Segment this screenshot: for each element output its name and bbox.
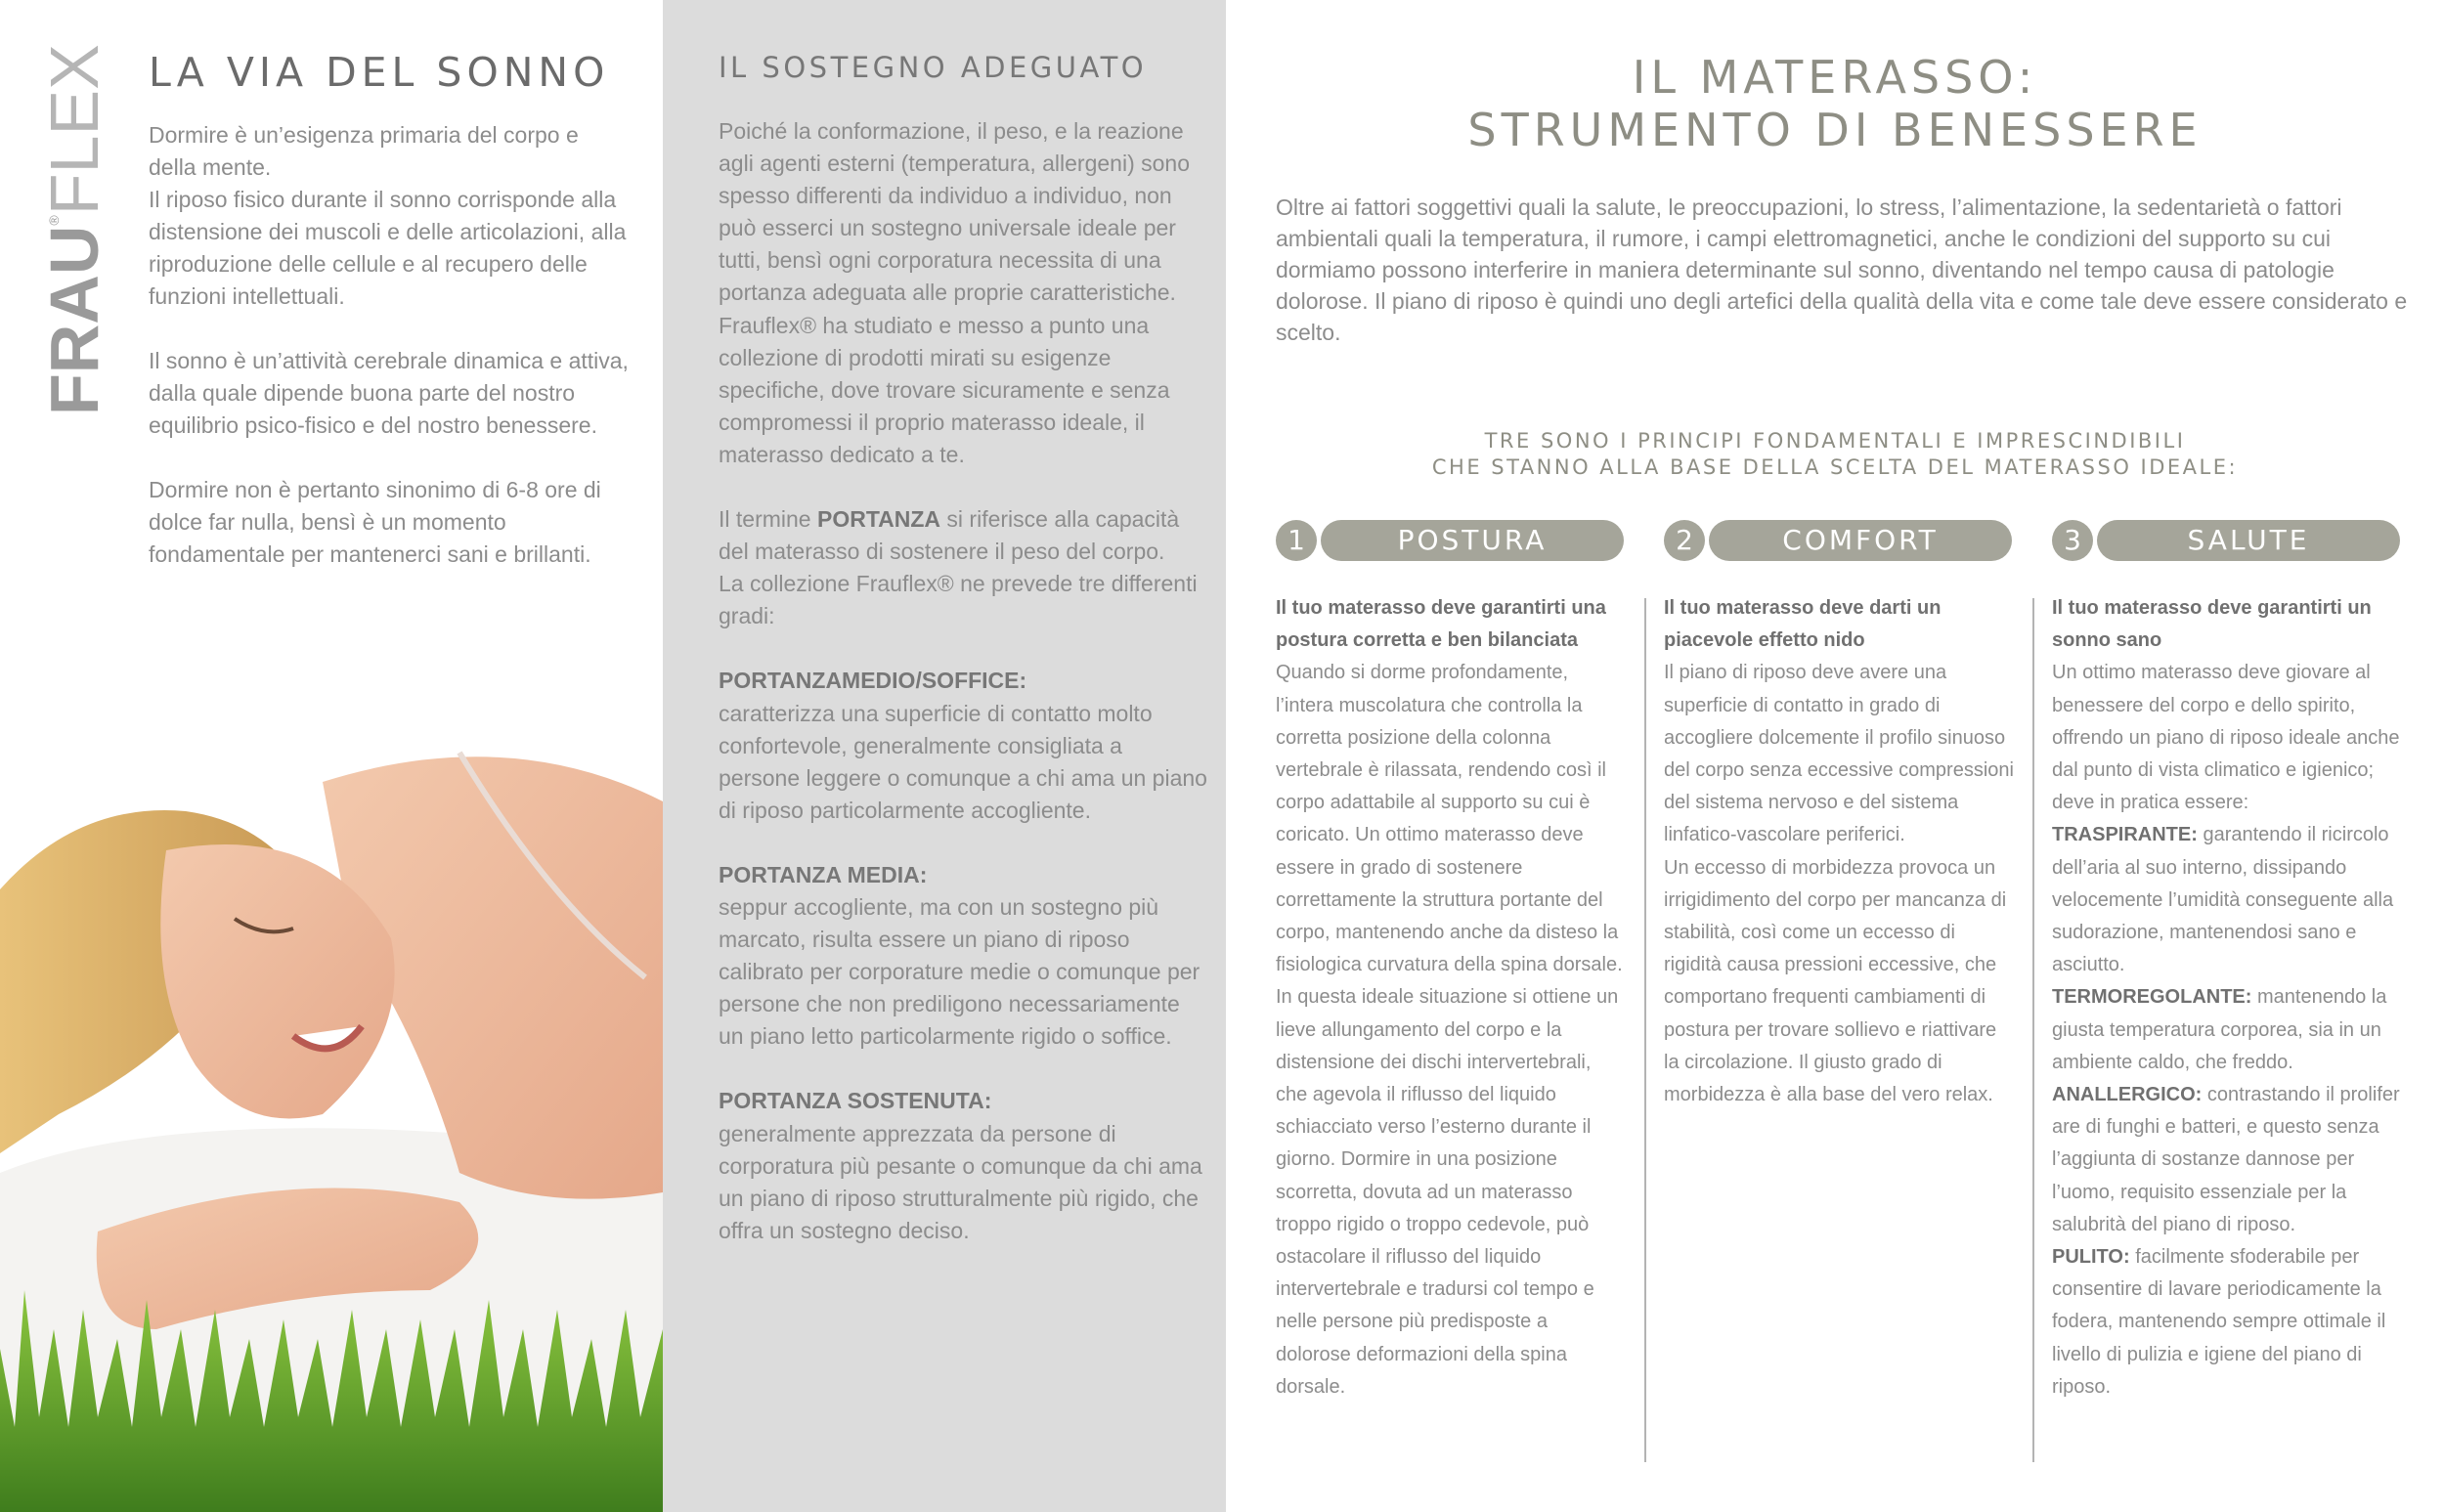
portanza-line2: La collezione Frauflex® ne prevede tre differenti gradi: (719, 571, 1198, 629)
pillar-lead: Il tuo materasso deve garantirti una postura corretta e ben bilanciata (1276, 597, 1606, 652)
feature-name: ANALLERGICO: (2052, 1084, 2203, 1106)
pillar-number: 2 (1664, 520, 1705, 561)
grade-title: PORTANZA MEDIA: (719, 861, 928, 887)
brand-mark: ® (46, 215, 62, 226)
col1-line: Dormire è un’esigenza primaria del corpo e della mente. (149, 122, 579, 180)
section-title-sostegno: IL SOSTEGNO ADEGUATO (719, 51, 1148, 84)
intro-paragraph: Oltre ai fattori soggettivi quali la salute, le preoccupazioni, lo stress, l’alimentazione, la sedentarietà o fattori ambientali quali la temperatura, il rumore, i campi elettromagnetici, anche le condizioni del supporto su cui dormiamo possono interferire in maniera determinante sul sonno, diventando nel tempo causa di patologie dolorose. Il piano di riposo è quindi uno degli artefici della qualità della vita e come tale deve essere considerato e scelto. (1276, 194, 2408, 345)
pillar-column-salute (2052, 592, 2404, 1404)
portanza-post: si riferisce alla capacità del materasso di sostenere il peso del corpo. (719, 506, 1180, 565)
grade-item (719, 665, 1207, 826)
pillar-column-postura (1276, 592, 1628, 1404)
svg-text:FRAU®FLEX (37, 44, 112, 415)
col1-paragraph (149, 345, 630, 442)
pillar-pill-salute (2052, 520, 2400, 561)
pillar-text2: Un eccesso di morbidezza provoca un irrigidimento del corpo per mancanza di stabilità, così come un eccesso di rigidità causa pressioni eccessive, che comportano frequenti cambiamenti di postura per trovare sollievo e riattivare la circolazione. Il giusto grado di morbidezza è alla base del vero relax. (1664, 856, 2007, 1106)
column-divider (1644, 598, 1646, 1462)
main-title (1226, 51, 2444, 156)
grade-text: caratterizza una superficie di contatto molto confortevole, generalmente consigliata a persone leggere o comunque a chi ama un piano di riposo particolarmente accogliente. (719, 700, 1207, 823)
feature-name: TRASPIRANTE: (2052, 824, 2198, 846)
pillar-number: 3 (2052, 520, 2093, 561)
col1-paragraph (149, 474, 630, 571)
main-title-line1: IL MATERASSO: (1632, 51, 2038, 104)
grade-text: generalmente apprezzata da persone di corporatura più pesante o comunque da chi ama un piano di riposo strutturalmente più rigido, che offra un sostegno deciso. (719, 1120, 1202, 1243)
brand-light: FLEX (37, 44, 112, 216)
pillar-number: 1 (1276, 520, 1317, 561)
pillar-pill-comfort (1664, 520, 2012, 561)
pillar-lead: Il tuo materasso deve garantirti un sonno sano (2052, 597, 2372, 652)
grade-title: PORTANZAMEDIO/SOFFICE: (719, 668, 1027, 694)
feature-text: mantenendo la giusta temperatura corporea, sia in un ambiente caldo, che freddo. (2052, 986, 2387, 1073)
portanza-term: PORTANZA (816, 506, 941, 533)
grade-item (719, 859, 1207, 1054)
portanza-pre: Il termine (719, 506, 817, 533)
principles-line2: CHE STANNO ALLA BASE DELLA SCELTA DEL MATERASSO IDEALE: (1431, 455, 2239, 479)
grade-item (719, 1085, 1207, 1246)
pillar-text2: In questa ideale situazione si ottiene un lieve allungamento del corpo e la distensione dei dischi intervertebrali, che agevola il riflusso del liquido schiacciato verso l’esterno durante il giorno. Dormire in una posizione scorretta, dovuta ad un materasso troppo rigido o troppo cedevole, può ostacolare il riflusso del liquido intervertebrale e tradursi col tempo e nelle persone più predisposte a dolorose deformazioni della spina dorsale. (1276, 986, 1619, 1398)
brand-logo (37, 44, 115, 415)
col2-portanza-paragraph (719, 503, 1207, 632)
pillar-label: SALUTE (2097, 520, 2400, 561)
principles-line1: TRE SONO I PRINCIPI FONDAMENTALI E IMPRESCINDIBILI (1484, 429, 2186, 453)
pillar-text: Il piano di riposo deve avere una superficie di contatto in grado di accogliere dolcemente il profilo sinuoso del corpo senza eccessive compressioni del sistema nervoso e del sistema linfatico-vascolare periferici. (1664, 662, 2014, 846)
feature-text: facilmente sfoderabile per consentire di lavare periodicamente la fodera, mantenendo sempre ottimale il livello di pulizia e igiene del piano di riposo. (2052, 1246, 2386, 1398)
feature-name: PULITO: (2052, 1246, 2130, 1269)
feature-text: garantendo il ricircolo dell’aria al suo interno, dissipando velocemente l’umidità conseguente alla sudorazione, mantenendosi sano e asciutto. (2052, 824, 2394, 976)
pillar-pill-postura (1276, 520, 1624, 561)
section-title-sonno: LA VIA DEL SONNO (149, 49, 610, 96)
feature-name: TERMOREGOLANTE: (2052, 986, 2252, 1009)
pillar-lead: Il tuo materasso deve darti un piacevole effetto nido (1664, 597, 1942, 652)
grade-title: PORTANZA SOSTENUTA: (719, 1088, 992, 1114)
sleeping-woman-photo (0, 743, 663, 1512)
pillar-label: POSTURA (1321, 520, 1624, 561)
col2-intro: Poiché la conformazione, il peso, e la reazione agli agenti esterni (temperatura, allergeni) sono spesso differenti da individuo a individuo, non può esserci un sostegno universale ideale per tutti, bensì ogni corporatura necessita di una portanza adeguata alle proprie caratteristiche. Frauflex® ha studiato e messo a punto una collezione di prodotti mirati su esigenze specifiche, dove trovare sicuramente e senza compromessi il proprio materasso ideale, il materasso dedicato a te. (719, 118, 1190, 467)
col2-body (719, 115, 1207, 1279)
col1-body (149, 119, 630, 603)
col1-line: Il sonno è un’attività cerebrale dinamica e attiva, dalla quale dipende buona parte del nostro equilibrio psico-fisico e del nostro benessere. (149, 348, 629, 438)
grade-text: seppur accogliente, ma con un sostegno più marcato, risulta essere un piano di riposo calibrato per corporature medie o comunque per persone che non prediligono necessariamente un piano letto particolarmente rigido o soffice. (719, 893, 1200, 1050)
main-title-line2: STRUMENTO DI BENESSERE (1467, 104, 2203, 156)
pillar-label: COMFORT (1709, 520, 2012, 561)
column-divider (2032, 598, 2034, 1462)
col1-line: Il riposo fisico durante il sonno corrisponde alla distensione dei muscoli e delle articolazioni, alla riproduzione delle cellule e al recupero delle funzioni intellettuali. (149, 187, 627, 309)
brand-bold: FRAU (37, 225, 112, 415)
col1-line: Dormire non è pertanto sinonimo di 6-8 ore di dolce far nulla, bensì è un momento fondamentale per mantenerci sani e brillanti. (149, 477, 601, 567)
pillar-column-comfort (1664, 592, 2016, 1111)
principles-heading (1226, 428, 2444, 481)
pillar-text: Quando si dorme profondamente, l’intera muscolatura che controlla la corretta posizione della colonna vertebrale è rilassata, rendendo così il corpo adattabile al supporto su cui è coricato. Un ottimo materasso deve essere in grado di sostenere correttamente la struttura portante del corpo, mantenendo anche da disteso la fisiologica curvatura della spina dorsale. (1276, 662, 1623, 976)
pillar-text: Un ottimo materasso deve giovare al benessere del corpo e dello spirito, offrendo un piano di riposo ideale anche dal punto di vista climatico e igienico; deve in pratica essere: (2052, 662, 2400, 814)
feature-text: contrastando il prolifer are di funghi e batteri, e questo senza l’aggiunta di sostanze dannose per l’uomo, requisito essenziale per la salubrità del piano di riposo. (2052, 1084, 2400, 1235)
col1-paragraph (149, 119, 630, 313)
